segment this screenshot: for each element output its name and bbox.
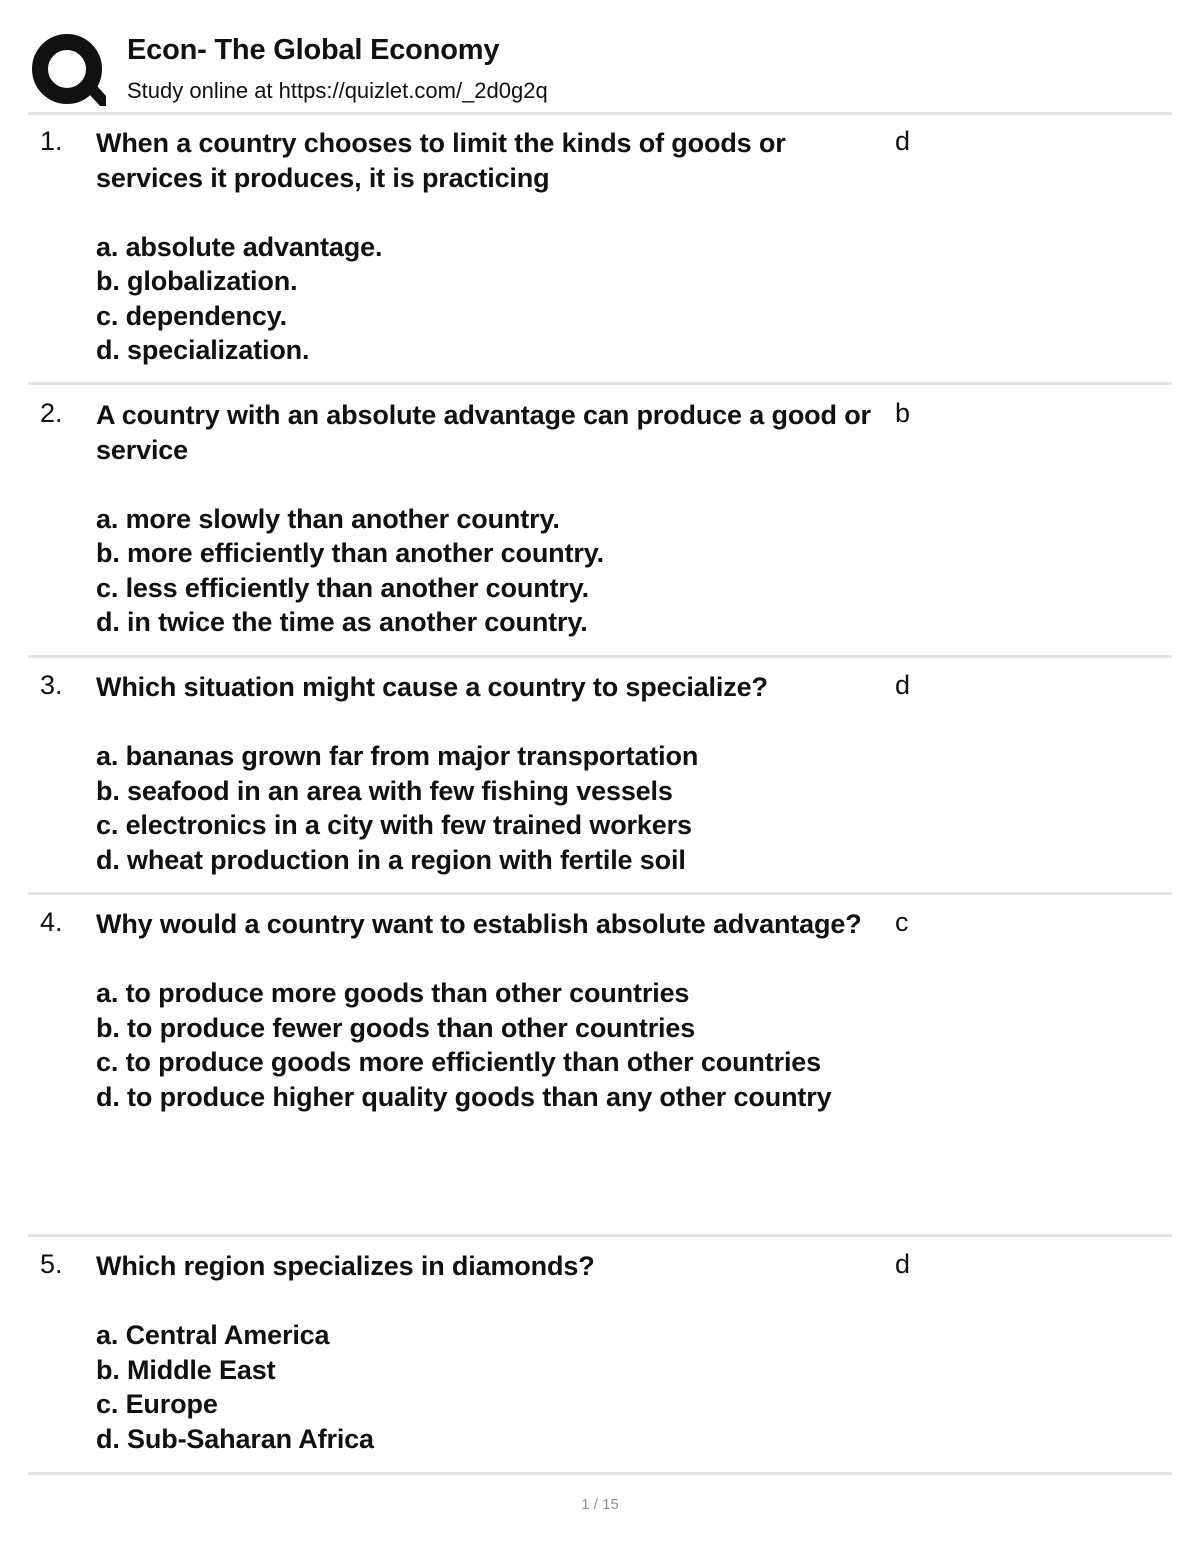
question-number: 2. [40, 398, 63, 428]
question-block [96, 126, 896, 368]
option-a: a. absolute advantage. [96, 231, 383, 262]
answer-text: d [895, 126, 911, 156]
question-block [96, 670, 896, 877]
divider [28, 1472, 1172, 1475]
option-d: d. specialization. [96, 335, 310, 365]
question-text: A country with an absolute advantage can produce a good or service [96, 400, 871, 465]
option-b: b. Middle East [96, 1354, 276, 1385]
question-text: When a country chooses to limit the kinds of goods or services it produces, it is practicing [96, 128, 786, 193]
answer-text: d [895, 1249, 911, 1279]
question-text: Why would a country want to establish absolute advantage? [96, 909, 862, 939]
option-c: c. less efficiently than another country. [96, 572, 589, 603]
options-list [96, 230, 896, 368]
option-a: a. more slowly than another country. [96, 503, 560, 534]
options-list [96, 976, 896, 1114]
question-number: 5. [40, 1249, 63, 1279]
option-b: b. more efficiently than another country. [96, 538, 604, 568]
options-list [96, 1318, 896, 1456]
question-block [96, 1249, 896, 1456]
options-list [96, 502, 896, 640]
document-title: Econ- The Global Economy [127, 34, 500, 66]
question-number: 4. [40, 907, 63, 937]
option-d: d. wheat production in a region with fertile soil [96, 844, 686, 875]
option-b: b. globalization. [96, 266, 298, 296]
question-number: 1. [40, 126, 63, 156]
option-a: a. to produce more goods than other countries [96, 978, 690, 1008]
option-a: a. Central America [96, 1320, 330, 1350]
option-c: c. electronics in a city with few trained workers [96, 810, 692, 840]
option-d: d. to produce higher quality goods than any other country [96, 1081, 832, 1112]
question-text: Which situation might cause a country to specialize? [96, 672, 768, 702]
question-number: 3. [40, 670, 63, 700]
option-b: b. to produce fewer goods than other countries [96, 1012, 696, 1043]
option-d: d. in twice the time as another country. [96, 607, 588, 637]
option-b: b. seafood in an area with few fishing vessels [96, 775, 673, 806]
question-text: Which region specializes in diamonds? [96, 1251, 595, 1281]
divider [28, 892, 1172, 895]
option-c: c. Europe [96, 1389, 218, 1419]
page-indicator: 1 / 15 [581, 1496, 619, 1513]
quizlet-q-logo-icon [30, 32, 106, 108]
divider [28, 382, 1172, 385]
options-list [96, 739, 896, 877]
divider [28, 655, 1172, 658]
divider [28, 1234, 1172, 1237]
option-a: a. bananas grown far from major transportation [96, 741, 699, 771]
answer-text: b [895, 398, 911, 428]
divider [28, 112, 1172, 115]
study-online-link[interactable]: Study online at https://quizlet.com/_2d0g2q [127, 78, 548, 103]
answer-text: c [895, 907, 909, 937]
question-block [96, 907, 896, 1114]
question-block [96, 398, 896, 640]
answer-text: d [895, 670, 911, 700]
option-c: c. to produce goods more efficiently than other countries [96, 1047, 822, 1077]
document-header [30, 30, 1172, 114]
option-c: c. dependency. [96, 300, 287, 331]
option-d: d. Sub-Saharan Africa [96, 1423, 374, 1454]
